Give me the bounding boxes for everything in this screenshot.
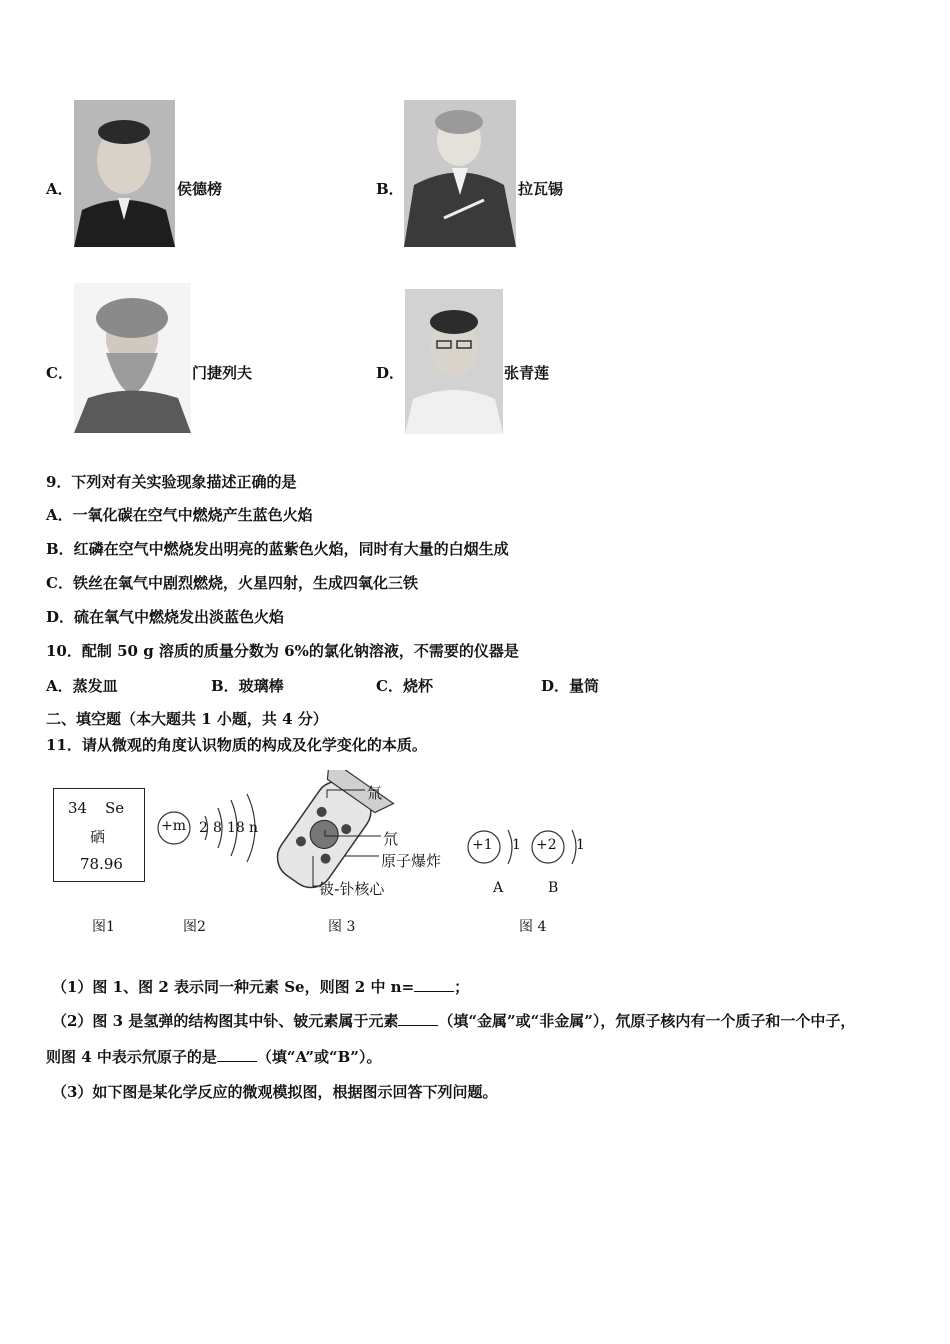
q11-sub2-line2 — [46, 1046, 381, 1067]
fig2-shells-drawing — [155, 790, 277, 886]
q10-option-c: C．烧杯 — [376, 677, 433, 695]
q11-sub1-text: （1）图 1、图 2 表示同一种元素 Se，则图 2 中 n= — [52, 978, 415, 996]
fig3-caption: 图 3 — [328, 919, 356, 935]
fig4-atom-a-nucleus: +1 — [472, 837, 493, 853]
fig1-caption: 图1 — [92, 919, 115, 935]
q11-sub3: （3）如下图是某化学反应的微观模拟图，根据图示回答下列问题。 — [52, 1083, 498, 1101]
fig2-nucleus: +m — [161, 818, 187, 834]
q10-option-d: D．量筒 — [541, 677, 600, 695]
fig3-label-atomic-explosion: 原子爆炸 — [381, 852, 442, 870]
q11-stem: 11．请从微观的角度认识物质的构成及化学变化的本质。 — [46, 736, 427, 754]
q9-option-a: A．一氧化碳在空气中燃烧产生蓝色火焰 — [46, 506, 313, 524]
portrait-mendeleev — [74, 283, 191, 433]
q11-sub1-end: ； — [454, 978, 470, 996]
fig4-atoms-drawing — [464, 822, 596, 902]
fig1-element-tile — [53, 788, 145, 882]
fig4-atom-b-electrons: 1 — [576, 837, 585, 853]
q10-option-b: B．玻璃棒 — [211, 677, 284, 695]
q11-sub2-line1 — [52, 1010, 855, 1031]
fig1-atomic-mass: 78.96 — [80, 855, 123, 873]
fig4-atom-b-label: B — [548, 880, 559, 896]
portrait-hou-debang — [74, 100, 175, 247]
portrait-image — [74, 100, 175, 247]
fig4-atom-b-nucleus: +2 — [536, 837, 557, 853]
fig4-atom-a-electrons: 1 — [512, 837, 521, 853]
fig3-label-tritium: 氚 — [367, 784, 383, 802]
fig1-atomic-number: 34 — [68, 799, 88, 817]
fig2-shell-2: 8 — [213, 820, 222, 836]
portrait-image — [74, 283, 191, 433]
option-c-letter: C． — [46, 364, 73, 382]
option-a-letter: A． — [46, 180, 73, 198]
q11-sub2-text: （2）图 3 是氢弹的结构图其中钋、铍元素属于元素 — [52, 1012, 399, 1030]
q11-sub2-blank-1[interactable] — [398, 1011, 438, 1026]
fig2-shell-4: n — [249, 820, 259, 836]
portrait-zhang-qinglian — [405, 289, 503, 434]
portrait-lavoisier — [404, 100, 516, 247]
fig4-caption: 图 4 — [519, 919, 547, 935]
option-a-name: 侯德榜 — [177, 180, 223, 198]
portrait-image — [404, 100, 516, 247]
fig1-element-name: 硒 — [90, 828, 106, 846]
fig4-atom-a-label: A — [493, 880, 504, 896]
q9-stem: 9．下列对有关实验现象描述正确的是 — [46, 473, 297, 491]
section-2-heading: 二、填空题（本大题共 1 小题，共 4 分） — [46, 710, 328, 728]
fig3-label-core: 铍-钋核心 — [319, 880, 385, 898]
q11-sub2-line2-text-b: （填“A”或“B”）。 — [256, 1048, 382, 1066]
q11-sub2-text-b: （填“金属”或“非金属”），氘原子核内有一个质子和一个中子， — [438, 1012, 856, 1030]
q11-sub2-blank-2[interactable] — [217, 1047, 257, 1062]
q11-sub1 — [52, 976, 469, 997]
option-b-letter: B． — [376, 180, 404, 198]
fig3-bomb-structure — [275, 770, 465, 910]
fig2-atom-structure — [155, 790, 277, 886]
q10-option-a: A．蒸发皿 — [46, 677, 118, 695]
fig2-shell-3: 18 — [227, 820, 245, 836]
fig3-label-deuterium: 氘 — [383, 830, 399, 848]
fig2-shell-1: 2 — [199, 820, 208, 836]
q9-option-c: C．铁丝在氧气中剧烈燃烧，火星四射，生成四氧化三铁 — [46, 574, 418, 592]
fig2-caption: 图2 — [183, 919, 206, 935]
q11-sub2-line2-text: 则图 4 中表示氘原子的是 — [46, 1048, 217, 1066]
portrait-image — [405, 289, 503, 434]
q9-option-d: D．硫在氧气中燃烧发出淡蓝色火焰 — [46, 608, 285, 626]
fig4-atoms — [464, 822, 596, 902]
q9-option-b: B．红磷在空气中燃烧发出明亮的蓝紫色火焰，同时有大量的白烟生成 — [46, 540, 509, 558]
option-c-name: 门捷列夫 — [192, 364, 253, 382]
option-b-name: 拉瓦锡 — [518, 180, 564, 198]
option-d-letter: D． — [376, 364, 405, 382]
q11-sub1-blank[interactable] — [414, 977, 454, 992]
fig1-symbol: Se — [105, 799, 125, 817]
option-d-name: 张青莲 — [504, 364, 550, 382]
q10-stem: 10．配制 50 g 溶质的质量分数为 6%的氯化钠溶液，不需要的仪器是 — [46, 642, 519, 660]
